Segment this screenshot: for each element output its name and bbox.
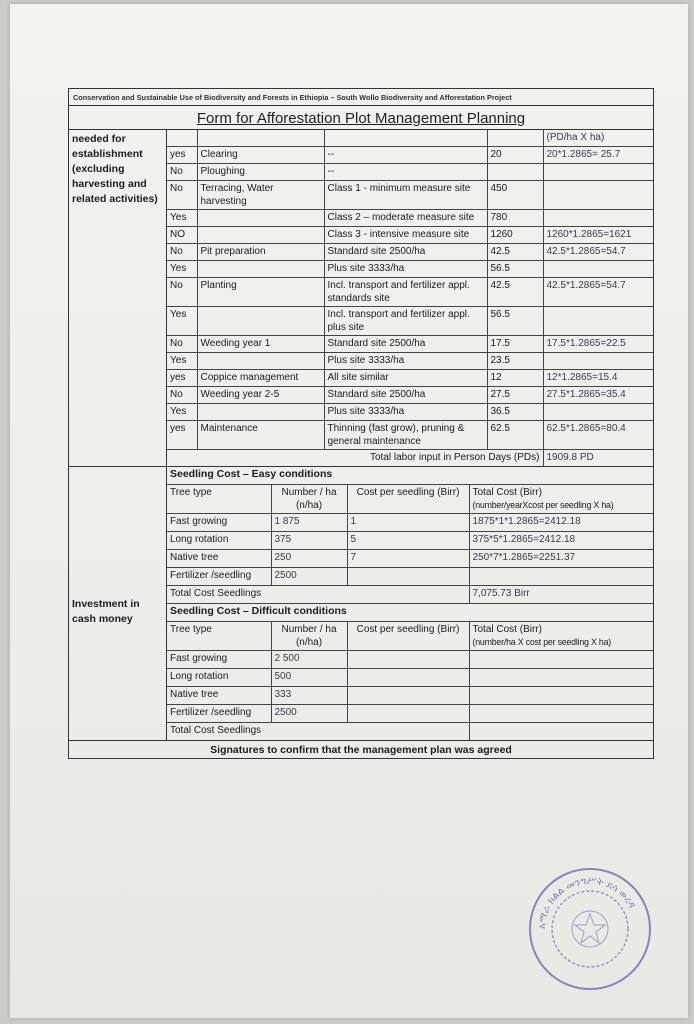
labor-option: NO xyxy=(167,227,197,244)
labor-activity xyxy=(197,404,324,421)
labor-option: Yes xyxy=(167,404,197,421)
labor-standard: Class 1 - minimum measure site xyxy=(324,181,487,210)
labor-option: yes xyxy=(167,147,197,164)
difficult-header-formula: (number/ha X cost per seedling X ha) xyxy=(472,637,612,647)
labor-calculation: 27.5*1.2865=35.4 xyxy=(543,387,653,404)
labor-calculation: 1260*1.2865=1621 xyxy=(543,227,653,244)
labor-pd-value: 12 xyxy=(487,370,543,387)
labor-option: No xyxy=(167,181,197,210)
stamp-text: አማራ ክልል መንግሥት ደሳ ወረዳ xyxy=(536,875,638,930)
labor-activity: Terracing, Water harvesting xyxy=(197,181,324,210)
tree-type: Fast growing xyxy=(167,514,271,532)
total-cost: 375*5*1.2865=2412.18 xyxy=(469,532,653,550)
labor-option: Yes xyxy=(167,353,197,370)
cost-per-seedling xyxy=(347,705,469,723)
form-document xyxy=(68,88,654,759)
labor-row xyxy=(167,307,653,336)
labor-total-value: 1909.8 PD xyxy=(543,450,653,467)
labor-pd-value: 17.5 xyxy=(487,336,543,353)
labor-pd-value xyxy=(487,130,543,147)
total-cost xyxy=(469,651,653,669)
labor-pd-value: 27.5 xyxy=(487,387,543,404)
labor-calculation: (PD/ha X ha) xyxy=(543,130,653,147)
labor-activity: Planting xyxy=(197,278,324,307)
labor-pd-value: 23.5 xyxy=(487,353,543,370)
labor-activity xyxy=(197,307,324,336)
stamp-inner-ring xyxy=(552,891,628,967)
labor-standard: Plus site 3333/ha xyxy=(324,353,487,370)
signatures-line: Signatures to confirm that the management plan was agreed xyxy=(210,744,512,756)
labor-calculation: 17.5*1.2865=22.5 xyxy=(543,336,653,353)
total-cost xyxy=(469,687,653,705)
easy-header-total-label: Total Cost (Birr) xyxy=(472,487,542,498)
labor-activity xyxy=(197,130,324,147)
stamp-outer-ring xyxy=(530,869,650,989)
labor-row xyxy=(167,421,653,450)
seedlings-per-ha: 375 xyxy=(271,532,347,550)
labor-activity: Ploughing xyxy=(197,164,324,181)
labor-standard: -- xyxy=(324,164,487,181)
difficult-header-number: Number / ha (n/ha) xyxy=(271,622,347,651)
cost-per-seedling xyxy=(347,687,469,705)
labor-option: No xyxy=(167,336,197,353)
cost-per-seedling xyxy=(347,669,469,687)
labor-standard: Standard site 2500/ha xyxy=(324,336,487,353)
labor-row xyxy=(167,210,653,227)
labor-calculation xyxy=(543,261,653,278)
total-cost: 250*7*1.2865=2251.37 xyxy=(469,550,653,568)
labor-standard: Plus site 3333/ha xyxy=(324,261,487,278)
cost-per-seedling xyxy=(347,568,469,586)
labor-standard: Incl. transport and fertilizer appl. plus site xyxy=(324,307,487,336)
difficult-cost-table xyxy=(167,604,653,740)
labor-option: No xyxy=(167,244,197,261)
difficult-cost-row xyxy=(167,669,653,687)
easy-cost-row xyxy=(167,568,653,586)
seedlings-per-ha: 2 500 xyxy=(271,651,347,669)
labor-calculation xyxy=(543,164,653,181)
labor-table xyxy=(167,130,653,466)
labor-activity: Clearing xyxy=(197,147,324,164)
labor-pd-value: 42.5 xyxy=(487,244,543,261)
labor-pd-value: 450 xyxy=(487,181,543,210)
labor-pd-value: 1260 xyxy=(487,227,543,244)
labor-standard xyxy=(324,130,487,147)
labor-row xyxy=(167,278,653,307)
labor-total-row xyxy=(167,450,653,467)
total-cost: 1875*1*1.2865=2412.18 xyxy=(469,514,653,532)
tree-type: Native tree xyxy=(167,687,271,705)
labor-calculation xyxy=(543,210,653,227)
labor-row xyxy=(167,130,653,147)
easy-total-value: 7,075.73 Birr xyxy=(469,586,653,604)
difficult-header-type: Tree type xyxy=(167,622,271,651)
total-cost xyxy=(469,705,653,723)
labor-option: No xyxy=(167,278,197,307)
cost-per-seedling xyxy=(347,651,469,669)
cost-per-seedling: 1 xyxy=(347,514,469,532)
labor-row xyxy=(167,336,653,353)
total-cost xyxy=(469,568,653,586)
tree-type: Fertilizer /seedling xyxy=(167,705,271,723)
labor-calculation xyxy=(543,181,653,210)
easy-header-formula: (number/yearXcost per seedling X ha) xyxy=(472,500,614,510)
tree-type: Long rotation xyxy=(167,532,271,550)
difficult-total-value xyxy=(469,723,653,741)
easy-total-label: Total Cost Seedlings xyxy=(167,586,469,604)
difficult-header-total-label: Total Cost (Birr) xyxy=(472,624,542,635)
labor-row xyxy=(167,387,653,404)
labor-row xyxy=(167,404,653,421)
labor-calculation: 12*1.2865=15.4 xyxy=(543,370,653,387)
seedlings-per-ha: 250 xyxy=(271,550,347,568)
labor-activity xyxy=(197,261,324,278)
labor-row xyxy=(167,244,653,261)
labor-standard: All site similar xyxy=(324,370,487,387)
labor-row xyxy=(167,261,653,278)
labor-pd-value: 780 xyxy=(487,210,543,227)
difficult-header-cost: Cost per seedling (Birr) xyxy=(347,622,469,651)
labor-row xyxy=(167,147,653,164)
labor-standard: Thinning (fast grow), pruning & general maintenance xyxy=(324,421,487,450)
labor-left-label: needed for establishment (excluding harvesting and related activities) xyxy=(69,130,167,466)
project-header: Conservation and Sustainable Use of Biodiversity and Forests in Ethiopia – South Wollo Biodiversity and Afforestation Project xyxy=(69,89,653,106)
labor-option: No xyxy=(167,387,197,404)
labor-pd-value xyxy=(487,164,543,181)
labor-calculation: 42.5*1.2865=54.7 xyxy=(543,278,653,307)
paper-sheet xyxy=(10,4,688,1018)
seedlings-per-ha: 500 xyxy=(271,669,347,687)
easy-cost-row xyxy=(167,514,653,532)
labor-pd-value: 42.5 xyxy=(487,278,543,307)
labor-row xyxy=(167,353,653,370)
labor-pd-value: 36.5 xyxy=(487,404,543,421)
labor-option: yes xyxy=(167,421,197,450)
tree-type: Native tree xyxy=(167,550,271,568)
labor-calculation: 62.5*1.2865=80.4 xyxy=(543,421,653,450)
difficult-title: Seedling Cost – Difficult conditions xyxy=(167,604,653,622)
stamp-center-emblem xyxy=(572,911,608,947)
investment-section xyxy=(69,467,653,741)
seedlings-per-ha: 2500 xyxy=(271,568,347,586)
difficult-cost-row xyxy=(167,687,653,705)
difficult-cost-row xyxy=(167,705,653,723)
difficult-cost-row xyxy=(167,651,653,669)
easy-header-type: Tree type xyxy=(167,485,271,514)
labor-activity: Weeding year 2-5 xyxy=(197,387,324,404)
labor-calculation: 20*1.2865= 25.7 xyxy=(543,147,653,164)
labor-activity: Weeding year 1 xyxy=(197,336,324,353)
labor-option: yes xyxy=(167,370,197,387)
labor-row xyxy=(167,164,653,181)
labor-row xyxy=(167,370,653,387)
easy-header-cost: Cost per seedling (Birr) xyxy=(347,485,469,514)
cost-per-seedling: 5 xyxy=(347,532,469,550)
labor-calculation: 42.5*1.2865=54.7 xyxy=(543,244,653,261)
tree-type: Fertilizer /seedling xyxy=(167,568,271,586)
easy-title: Seedling Cost – Easy conditions xyxy=(167,467,653,485)
tree-type: Fast growing xyxy=(167,651,271,669)
labor-activity xyxy=(197,227,324,244)
labor-option xyxy=(167,130,197,147)
labor-pd-value: 56.5 xyxy=(487,307,543,336)
labor-standard: Standard site 2500/ha xyxy=(324,244,487,261)
seedlings-per-ha: 2500 xyxy=(271,705,347,723)
easy-header-total xyxy=(469,485,653,514)
labor-activity xyxy=(197,210,324,227)
labor-pd-value: 20 xyxy=(487,147,543,164)
labor-activity: Pit preparation xyxy=(197,244,324,261)
labor-option: Yes xyxy=(167,261,197,278)
labor-activity xyxy=(197,353,324,370)
labor-option: No xyxy=(167,164,197,181)
investment-left-label: Investment in cash money xyxy=(69,467,167,740)
labor-activity: Coppice management xyxy=(197,370,324,387)
seedlings-per-ha: 333 xyxy=(271,687,347,705)
labor-standard: -- xyxy=(324,147,487,164)
easy-cost-row xyxy=(167,550,653,568)
labor-standard: Plus site 3333/ha xyxy=(324,404,487,421)
labor-pd-value: 62.5 xyxy=(487,421,543,450)
easy-header-number: Number / ha (n/ha) xyxy=(271,485,347,514)
labor-activity: Maintenance xyxy=(197,421,324,450)
seedlings-per-ha: 1 875 xyxy=(271,514,347,532)
labor-row xyxy=(167,227,653,244)
labor-calculation xyxy=(543,353,653,370)
labor-calculation xyxy=(543,404,653,421)
labor-standard: Incl. transport and fertilizer appl. standards site xyxy=(324,278,487,307)
labor-standard: Class 2 – moderate measure site xyxy=(324,210,487,227)
easy-cost-row xyxy=(167,532,653,550)
labor-section xyxy=(69,130,653,467)
labor-standard: Standard site 2500/ha xyxy=(324,387,487,404)
difficult-total-label: Total Cost Seedlings xyxy=(167,723,469,741)
labor-pd-value: 56.5 xyxy=(487,261,543,278)
cost-per-seedling: 7 xyxy=(347,550,469,568)
form-title: Form for Afforestation Plot Management Planning xyxy=(69,106,653,130)
total-cost xyxy=(469,669,653,687)
labor-option: Yes xyxy=(167,210,197,227)
easy-cost-table xyxy=(167,467,653,604)
difficult-header-total xyxy=(469,622,653,651)
labor-standard: Class 3 - intensive measure site xyxy=(324,227,487,244)
labor-row xyxy=(167,181,653,210)
labor-option: Yes xyxy=(167,307,197,336)
official-stamp xyxy=(525,864,655,994)
labor-calculation xyxy=(543,307,653,336)
tree-type: Long rotation xyxy=(167,669,271,687)
labor-total-label: Total labor input in Person Days (PDs) xyxy=(167,450,543,467)
